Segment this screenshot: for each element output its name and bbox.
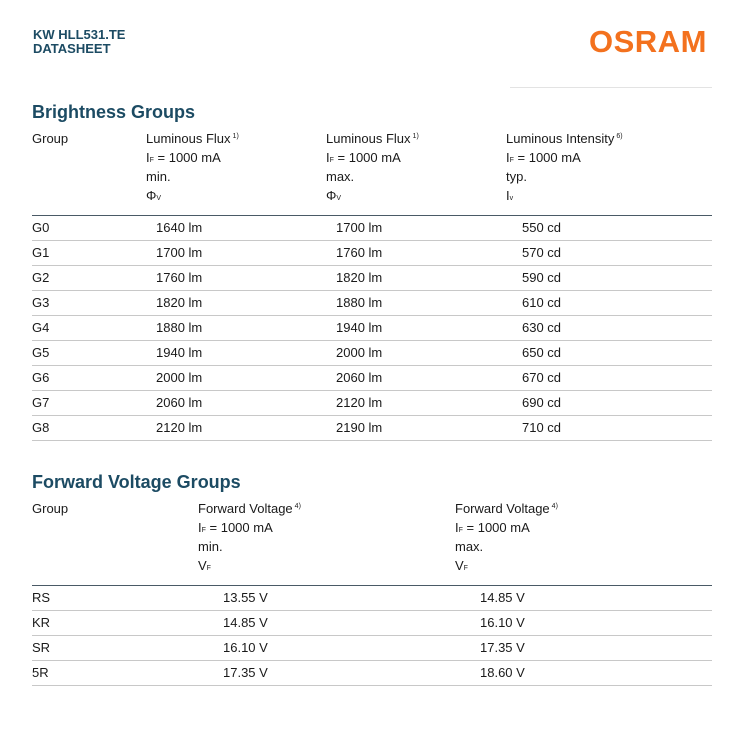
- brightness-groups-table: [32, 129, 712, 441]
- table-row: G4 1880 lm 1940 lm 630 cd: [32, 316, 712, 341]
- table-row: G8 2120 lm 2190 lm 710 cd: [32, 416, 712, 441]
- table-header-row: [32, 129, 712, 216]
- table-row: G5 1940 lm 2000 lm 650 cd: [32, 341, 712, 366]
- table-row: G0 1640 lm 1700 lm 550 cd: [32, 216, 712, 241]
- table-row: RS 13.55 V 14.85 V: [32, 586, 712, 611]
- table-row: KR 14.85 V 16.10 V: [32, 611, 712, 636]
- table-row: 5R 17.35 V 18.60 V: [32, 661, 712, 686]
- product-name: KW HLL531.TE: [33, 27, 126, 42]
- table-header-row: [32, 499, 712, 586]
- table-row: SR 16.10 V 17.35 V: [32, 636, 712, 661]
- column-header-flux-min: Luminous Flux $^{1)}$ $I_F = 1000$ mA min. $\Phi_V$: [146, 131, 239, 203]
- brightness-groups-title: Brightness Groups: [32, 102, 196, 122]
- column-header-group: Group: [32, 131, 69, 146]
- table-row: G3 1820 lm 1880 lm 610 cd: [32, 291, 712, 316]
- table-row: G7 2060 lm 2120 lm 690 cd: [32, 391, 712, 416]
- document-type: DATASHEET: [33, 41, 111, 56]
- column-header-flux-max: Luminous Flux $^{1)}$ $I_F = 1000$ mA max. $\Phi_V$: [326, 131, 419, 203]
- table-row: G2 1760 lm 1820 lm 590 cd: [32, 266, 712, 291]
- table-row: G1 1700 lm 1760 lm 570 cd: [32, 241, 712, 266]
- osram-logo: OSRAM: [589, 24, 707, 59]
- column-header-voltage-max: Forward Voltage $^{4)}$ $I_F = 1000$ mA max. $V_F$: [455, 501, 558, 573]
- table-row: G6 2000 lm 2060 lm 670 cd: [32, 366, 712, 391]
- forward-voltage-groups-table: [32, 499, 712, 686]
- column-header-group: Group: [32, 501, 69, 516]
- column-header-voltage-min: Forward Voltage $^{4)}$ $I_F = 1000$ mA min. $V_F$: [198, 501, 301, 573]
- forward-voltage-groups-title: Forward Voltage Groups: [32, 472, 241, 492]
- header-divider: [510, 87, 712, 88]
- column-header-intensity-typ: Luminous Intensity $^{6)}$ $I_F = 1000$ mA typ. $I_v$: [506, 131, 623, 203]
- document-header: [33, 28, 125, 56]
